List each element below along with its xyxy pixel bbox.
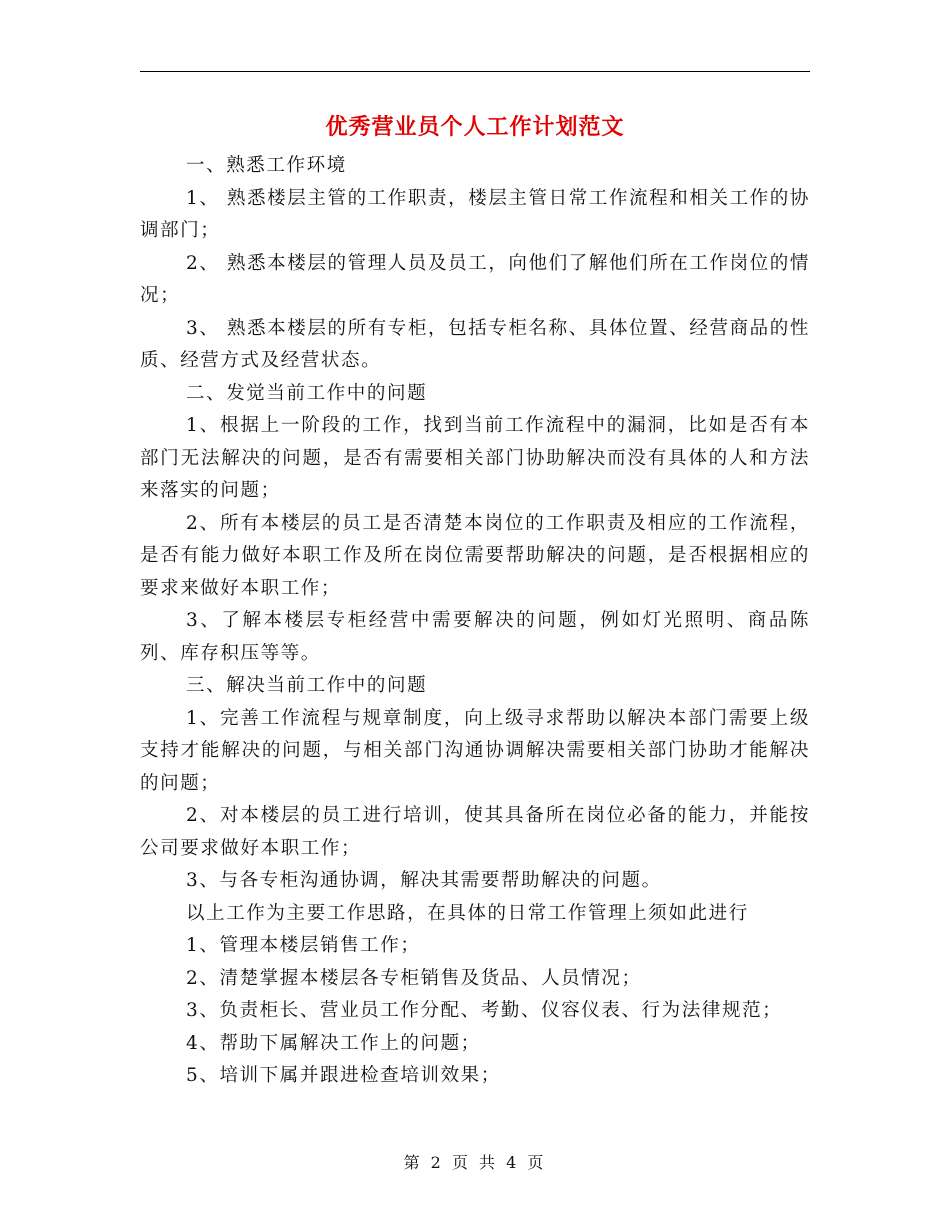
section-heading: 三、解决当前工作中的问题	[186, 675, 428, 696]
document-body	[140, 150, 810, 1093]
paragraph: 1、根据上一阶段的工作，找到当前工作流程中的漏洞，比如是否有本部门无法解决的问题，是否有需要相关部门协助解决而没有具体的人和方法来落实的问题；	[140, 415, 810, 501]
section-heading: 一、熟悉工作环境	[186, 155, 347, 176]
paragraph: 3、 熟悉本楼层的所有专柜，包括专柜名称、具体位置、经营商品的性质、经营方式及经营状态。	[140, 317, 810, 371]
paragraph: 1、完善工作流程与规章制度，向上级寻求帮助以解决本部门需要上级支持才能解决的问题，与相关部门沟通协调解决需要相关部门协助才能解决的问题；	[140, 707, 810, 794]
list-item: 2、清楚掌握本楼层各专柜销售及货品、人员情况；	[186, 967, 642, 989]
page-number: 第 2 页 共 4 页	[403, 1153, 547, 1172]
paragraph: 以上工作为主要工作思路，在具体的日常工作管理上须如此进行	[186, 902, 749, 924]
paragraph: 3、了解本楼层专柜经营中需要解决的问题，例如灯光照明、商品陈列、库存积压等等。	[140, 610, 810, 664]
paragraph: 2、 熟悉本楼层的管理人员及员工，向他们了解他们所在工作岗位的情况；	[140, 252, 810, 306]
paragraph: 2、所有本楼层的员工是否清楚本岗位的工作职责及相应的工作流程，是否有能力做好本职工作及所在岗位需要帮助解决的问题，是否根据相应的要求来做好本职工作；	[140, 512, 810, 599]
list-item: 3、负责柜长、营业员工作分配、考勤、仪容仪表、行为法律规范；	[186, 1000, 783, 1021]
list-item: 4、帮助下属解决工作上的问题；	[186, 1032, 481, 1054]
section-heading: 二、发觉当前工作中的问题	[186, 382, 428, 404]
list-item: 1、管理本楼层销售工作；	[186, 935, 421, 956]
header-rule	[140, 71, 810, 72]
paragraph: 3、与各专柜沟通协调，解决其需要帮助解决的问题。	[186, 870, 662, 891]
document-title: 优秀营业员个人工作计划范文	[325, 114, 625, 140]
paragraph: 1、 熟悉楼层主管的工作职责，楼层主管日常工作流程和相关工作的协调部门；	[140, 187, 810, 241]
list-item: 5、培训下属并跟进检查培训效果；	[186, 1065, 501, 1086]
paragraph: 2、对本楼层的员工进行培训，使其具备所在岗位必备的能力，并能按公司要求做好本职工作；	[140, 805, 810, 859]
